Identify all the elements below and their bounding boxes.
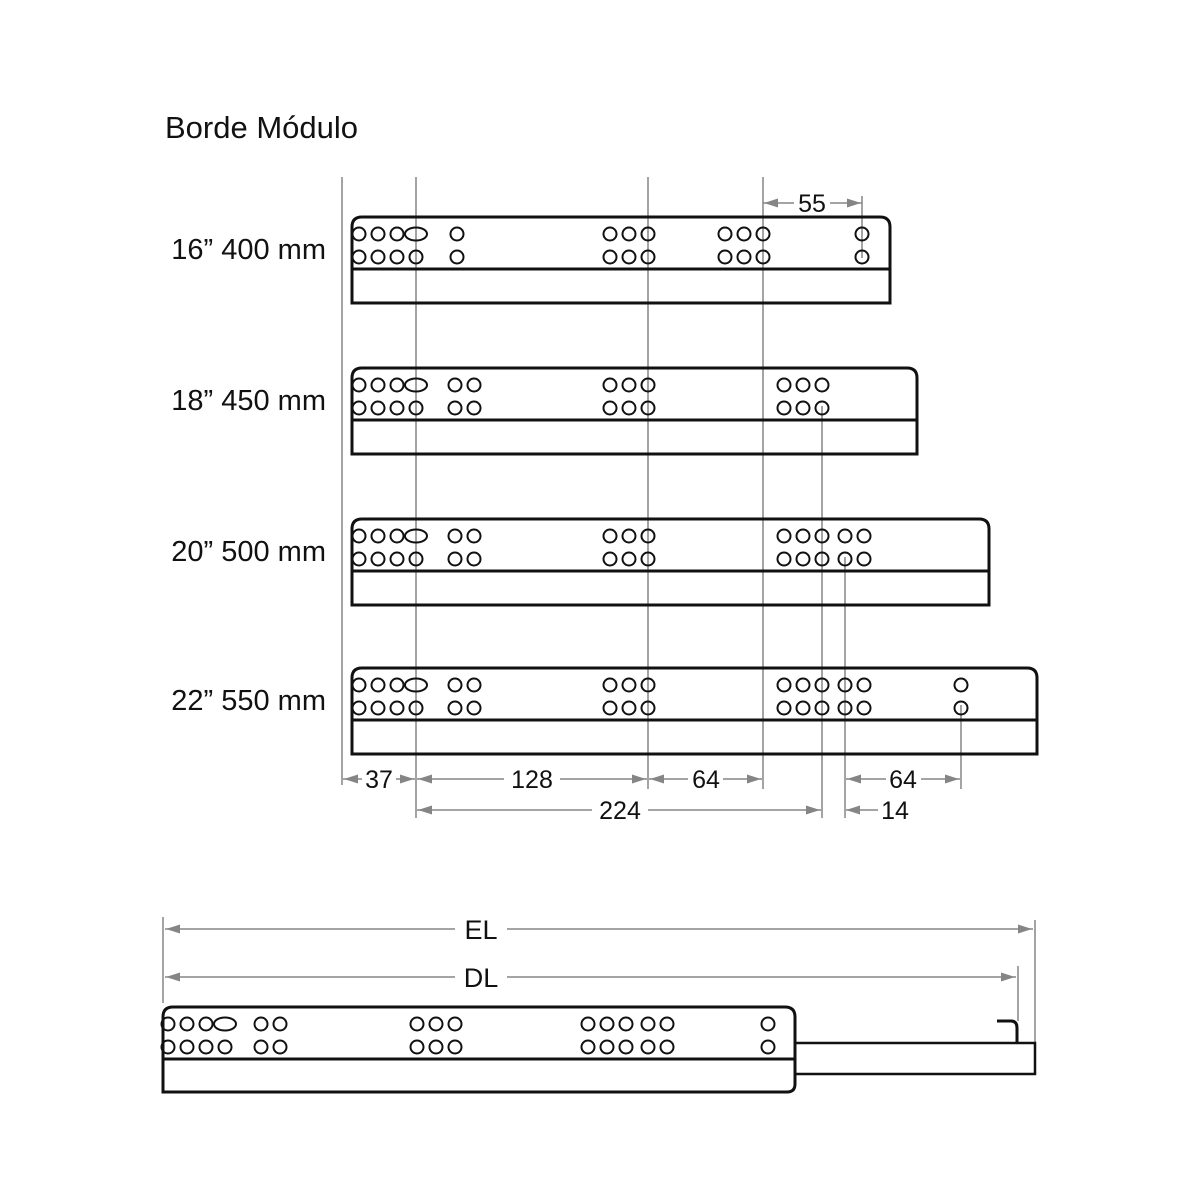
rail-outlines — [162, 217, 1038, 1092]
dim-el — [165, 925, 1033, 934]
dim-55-value: 55 — [798, 190, 826, 218]
dim-14-value: 14 — [881, 797, 909, 825]
rail-label-16: 16” 400 mm — [171, 234, 326, 266]
dim-37-value: 37 — [365, 766, 393, 794]
dim-el-label: EL — [464, 915, 498, 945]
rail-label-18: 18” 450 mm — [171, 385, 326, 417]
rail-bodies-fill — [163, 217, 1037, 1092]
dim-dl-label: DL — [463, 963, 499, 993]
dim-64-rear-value: 64 — [889, 766, 917, 794]
rail-body-fill — [163, 1007, 795, 1092]
dim-64-mid-value: 64 — [692, 766, 720, 794]
dim-14 — [846, 806, 878, 815]
diagram-title: Borde Módulo — [165, 110, 359, 145]
rail-label-20: 20” 500 mm — [171, 536, 326, 568]
inner-member-fill — [795, 1043, 1035, 1074]
rail-body-fill — [352, 217, 890, 303]
rear-mounting-hook — [997, 1021, 1017, 1043]
rail-label-22: 22” 550 mm — [171, 685, 326, 717]
rail-body-fill — [352, 519, 989, 605]
rail-body-fill — [352, 668, 1037, 754]
reference-lines — [163, 177, 1035, 1042]
dim-dl — [165, 973, 1016, 982]
dim-224-value: 224 — [599, 797, 641, 825]
dim-128-value: 128 — [511, 766, 553, 794]
